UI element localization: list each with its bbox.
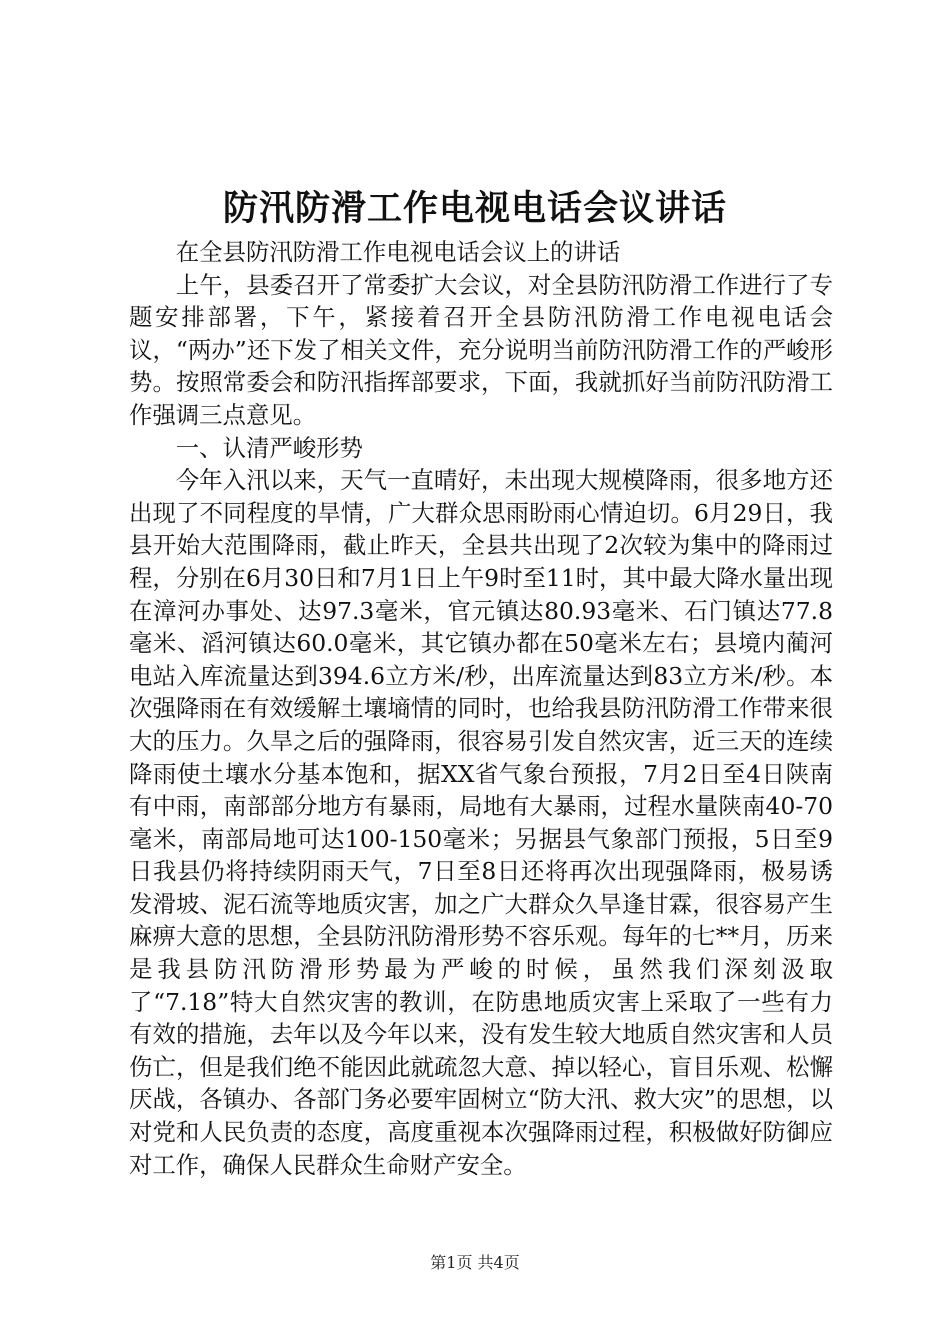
- body-paragraph: 今年入汛以来，天气一直晴好，未出现大规模降雨，很多地方还出现了不同程度的旱情，广大群众思雨盼雨心情迫切。6月29日，我县开始大范围降雨，截止昨天，全县共出现了2次较为集中的降雨过程，分别在6月30日和7月1日上午9时至11时，其中最大降水量出现在漳河办事处、达97.3毫米，官元镇达80.93毫米、石门镇达77.8毫米、滔河镇达60.0毫米，其它镇办都在50毫米左右；县境内蔺河电站入库流量达到394.6立方米/秒，出库流量达到83立方米/秒。本次强降雨在有效缓解土壤墒情的同时，也给我县防汛防滑工作带来很大的压力。久旱之后的强降雨，很容易引发自然灾害，近三天的连续降雨使土壤水分基本饱和，据XX省气象台预报，7月2日至4日陕南有中雨，南部部分地方有暴雨，局地有大暴雨，过程水量陕南40-70毫米，南部局地可达100-150毫米；另据县气象部门预报，5日至9日我县仍将持续阴雨天气，7日至8日还将再次出现强降雨，极易诱发滑坡、泥石流等地质灾害，加之广大群众久旱逢甘霖，很容易产生麻痹大意的思想，全县防汛防滑形势不容乐观。每年的七**月，历来是我县防汛防滑形势最为严峻的时候，虽然我们深刻汲取了“7.18”特大自然灾害的教训，在防患地质灾害上采取了一些有力有效的措施，去年以及今年以来，没有发生较大地质自然灾害和人员伤亡，但是我们绝不能因此就疏忽大意、掉以轻心，盲目乐观、松懈厌战，各镇办、各部门务必要牢固树立“防大汛、救大灾”的思想，以对党和人民负责的态度，高度重视本次强降雨过程，积极做好防御应对工作，确保人民群众生命财产安全。: [129, 466, 833, 1179]
- page-footer: 第1页 共4页: [430, 1253, 520, 1272]
- intro-paragraph: 上午，县委召开了常委扩大会议，对全县防汛防滑工作进行了专题安排部署，下午，紧接着召开全县防汛防滑工作电视电话会议，“两办”还下发了相关文件，充分说明当前防汛防滑工作的严峻形势。按照常委会和防汛指挥部要求，下面，我就抓好当前防汛防滑工作强调三点意见。: [129, 270, 833, 429]
- section-heading: 一、认清严峻形势: [175, 433, 363, 462]
- subtitle-paragraph: 在全县防汛防滑工作电视电话会议上的讲话: [175, 238, 621, 266]
- document-body: [129, 236, 833, 1181]
- document-title: 防汛防滑工作电视电话会议讲话: [222, 188, 727, 229]
